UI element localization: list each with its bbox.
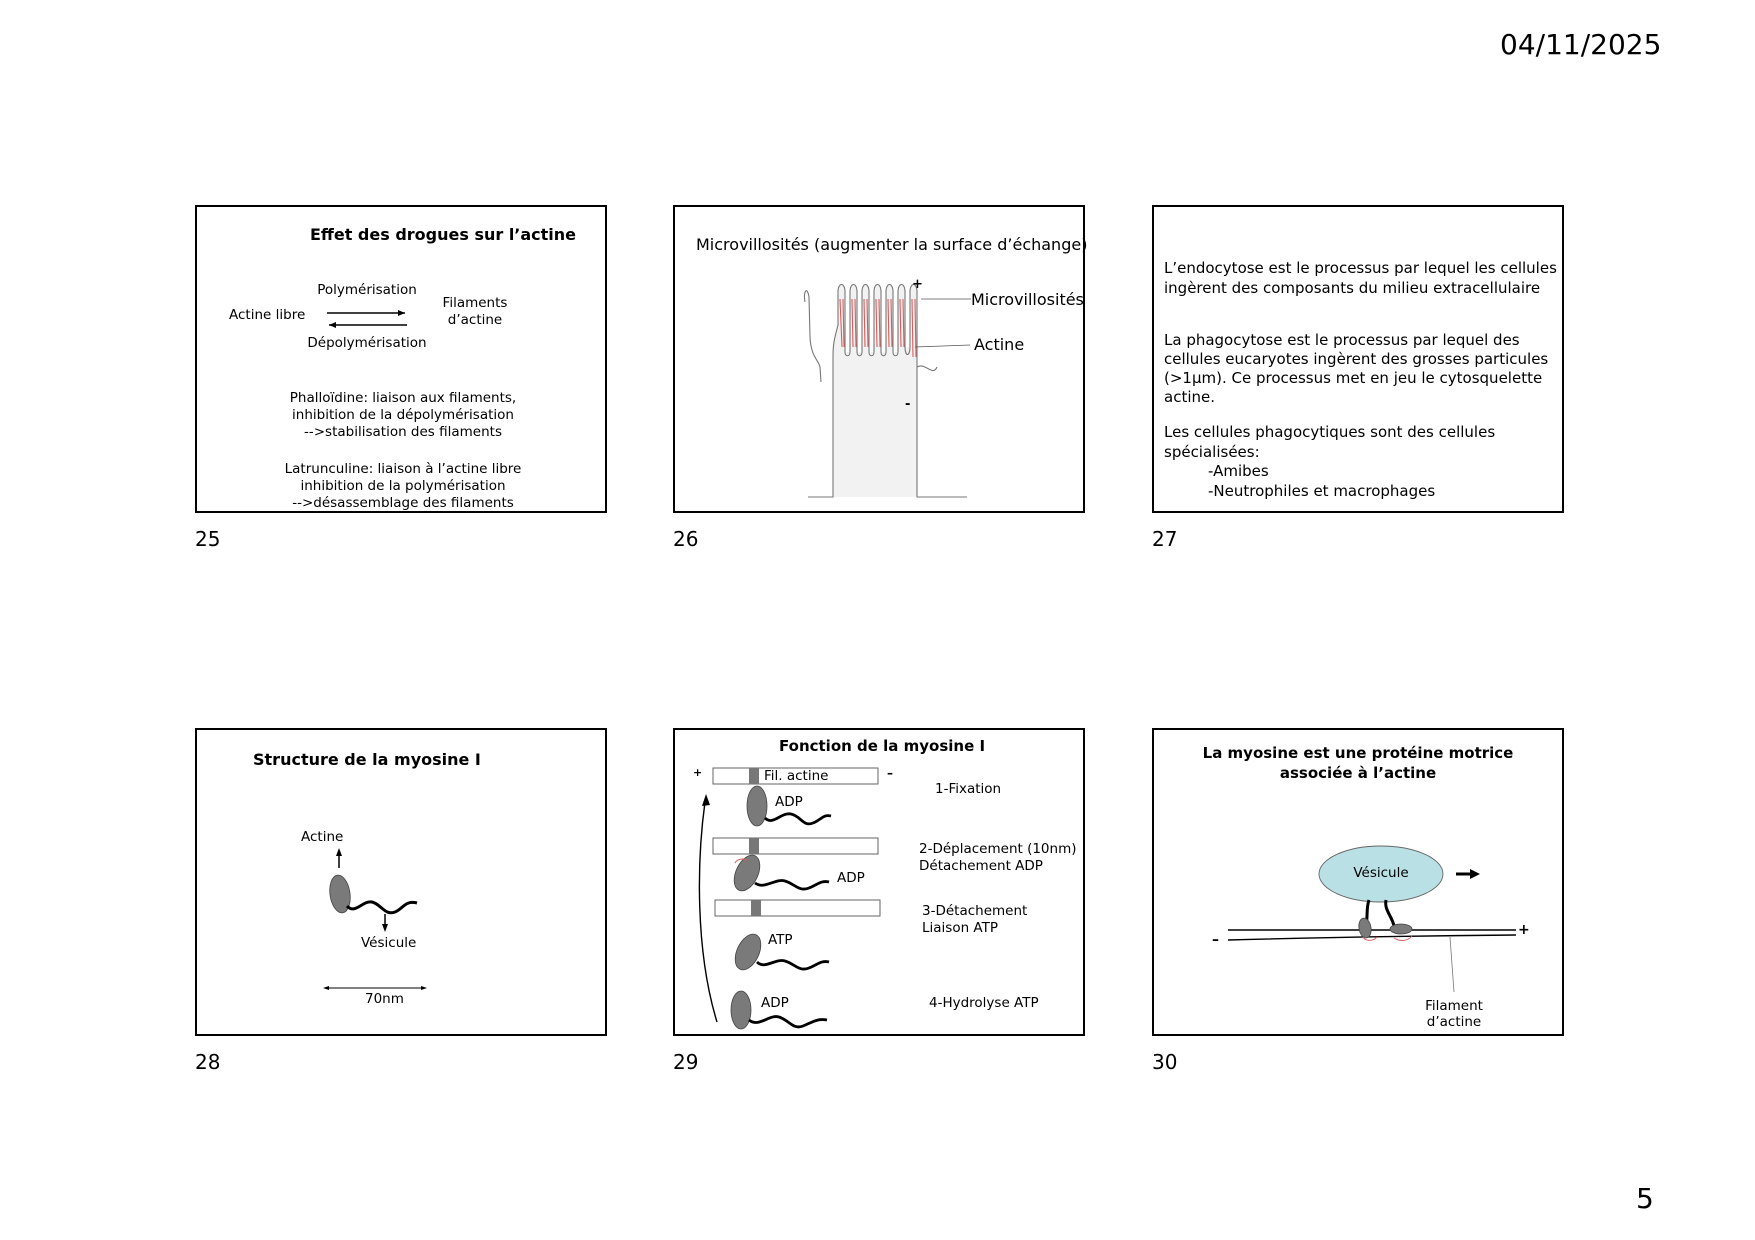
- slide-28: [195, 728, 607, 1036]
- filaments-label-2: d’actine: [447, 312, 503, 328]
- filaments-label-1: Filaments: [442, 295, 508, 311]
- atp-label: ATP: [768, 932, 793, 948]
- step-4: 4-Hydrolyse ATP: [929, 995, 1039, 1011]
- minus-sign: –: [887, 766, 893, 780]
- slide-number-29: 29: [673, 1050, 699, 1074]
- page-number: 5: [1636, 1182, 1654, 1215]
- page-date: 04/11/2025: [1500, 28, 1662, 61]
- filament-label-1: Filament: [1425, 998, 1483, 1014]
- slide-27: [1152, 205, 1564, 513]
- phagocytic-line-1: Les cellules phagocytiques sont des cellules: [1164, 423, 1496, 441]
- slide-title: Microvillosités (augmenter la surface d’échange): [696, 235, 1088, 254]
- slide-title: Effet des drogues sur l’actine: [309, 225, 577, 244]
- latrunculine-line-1: Latrunculine: liaison à l’actine libre: [284, 461, 522, 477]
- slide-29: [673, 728, 1085, 1036]
- phagocytose-line-4: actine.: [1164, 388, 1215, 406]
- microvilli-diagram: [675, 207, 1087, 515]
- arrow-label-bottom: Dépolymérisation: [307, 335, 427, 351]
- vesicle-label: Vésicule: [1353, 865, 1409, 881]
- actine-libre-label: Actine libre: [229, 307, 306, 323]
- slide-number-26: 26: [673, 527, 699, 551]
- slide-25: [195, 205, 607, 513]
- endocytose-line-2: ingèrent des composants du milieu extracellulaire: [1164, 279, 1541, 297]
- label-actine: Actine: [974, 335, 1025, 354]
- label-vesicule: Vésicule: [361, 935, 417, 951]
- plus-sign: +: [1518, 922, 1530, 938]
- slide-title-line-2: associée à l’actine: [1279, 764, 1437, 782]
- phagocytose-line-3: (>1µm). Ce processus met en jeu le cytosquelette: [1164, 369, 1543, 387]
- arrow-label-top: Polymérisation: [317, 282, 417, 298]
- step-1: 1-Fixation: [935, 781, 1002, 797]
- filament-label-2: d’actine: [1426, 1014, 1482, 1030]
- phagocytic-line-2: spécialisées:: [1164, 443, 1260, 461]
- slide-number-30: 30: [1152, 1050, 1178, 1074]
- latrunculine-line-3: -->désassemblage des filaments: [292, 495, 514, 511]
- slide-title-line-1: La myosine est une protéine motrice: [1202, 744, 1514, 762]
- phagocytose-line-2: cellules eucaryotes ingèrent des grosses particules: [1164, 350, 1549, 368]
- label-actine: Actine: [301, 829, 344, 845]
- phalloidine-line-3: -->stabilisation des filaments: [304, 424, 502, 440]
- plus-sign: +: [693, 766, 703, 779]
- minus-sign: –: [1212, 932, 1219, 948]
- slide-26: [673, 205, 1088, 513]
- minus-sign: -: [905, 397, 911, 412]
- slide-title: Fonction de la myosine I: [779, 737, 986, 755]
- filament-label: Fil. actine: [764, 768, 829, 784]
- slide-number-27: 27: [1152, 527, 1178, 551]
- step-2b: Détachement ADP: [919, 858, 1043, 874]
- list-item: -Amibes: [1208, 462, 1269, 480]
- phalloidine-line-2: inhibition de la dépolymérisation: [292, 407, 514, 423]
- step-3a: 3-Détachement: [922, 903, 1028, 919]
- adp-label-1: ADP: [775, 794, 803, 810]
- label-microvillosites: Microvillosités: [971, 290, 1084, 309]
- endocytose-line-1: L’endocytose est le processus par lequel les cellules: [1164, 259, 1557, 277]
- scale-label: 70nm: [365, 991, 404, 1007]
- slide-title: Structure de la myosine I: [253, 750, 481, 769]
- adp-label-3: ADP: [761, 995, 789, 1011]
- latrunculine-line-2: inhibition de la polymérisation: [300, 478, 506, 494]
- slide-number-28: 28: [195, 1050, 221, 1074]
- phagocytose-line-1: La phagocytose est le processus par lequel des: [1164, 331, 1520, 349]
- adp-label-2: ADP: [837, 870, 865, 886]
- step-3b: Liaison ATP: [922, 920, 999, 936]
- slide-number-25: 25: [195, 527, 221, 551]
- myosin-cycle-diagram: [675, 730, 1087, 1038]
- step-2a: 2-Déplacement (10nm): [919, 841, 1077, 857]
- plus-sign: +: [912, 277, 923, 292]
- motor-protein-diagram: [1154, 730, 1566, 1038]
- slide-30: [1152, 728, 1564, 1036]
- list-item: -Neutrophiles et macrophages: [1208, 482, 1436, 500]
- phalloidine-line-1: Phalloïdine: liaison aux filaments,: [289, 390, 517, 406]
